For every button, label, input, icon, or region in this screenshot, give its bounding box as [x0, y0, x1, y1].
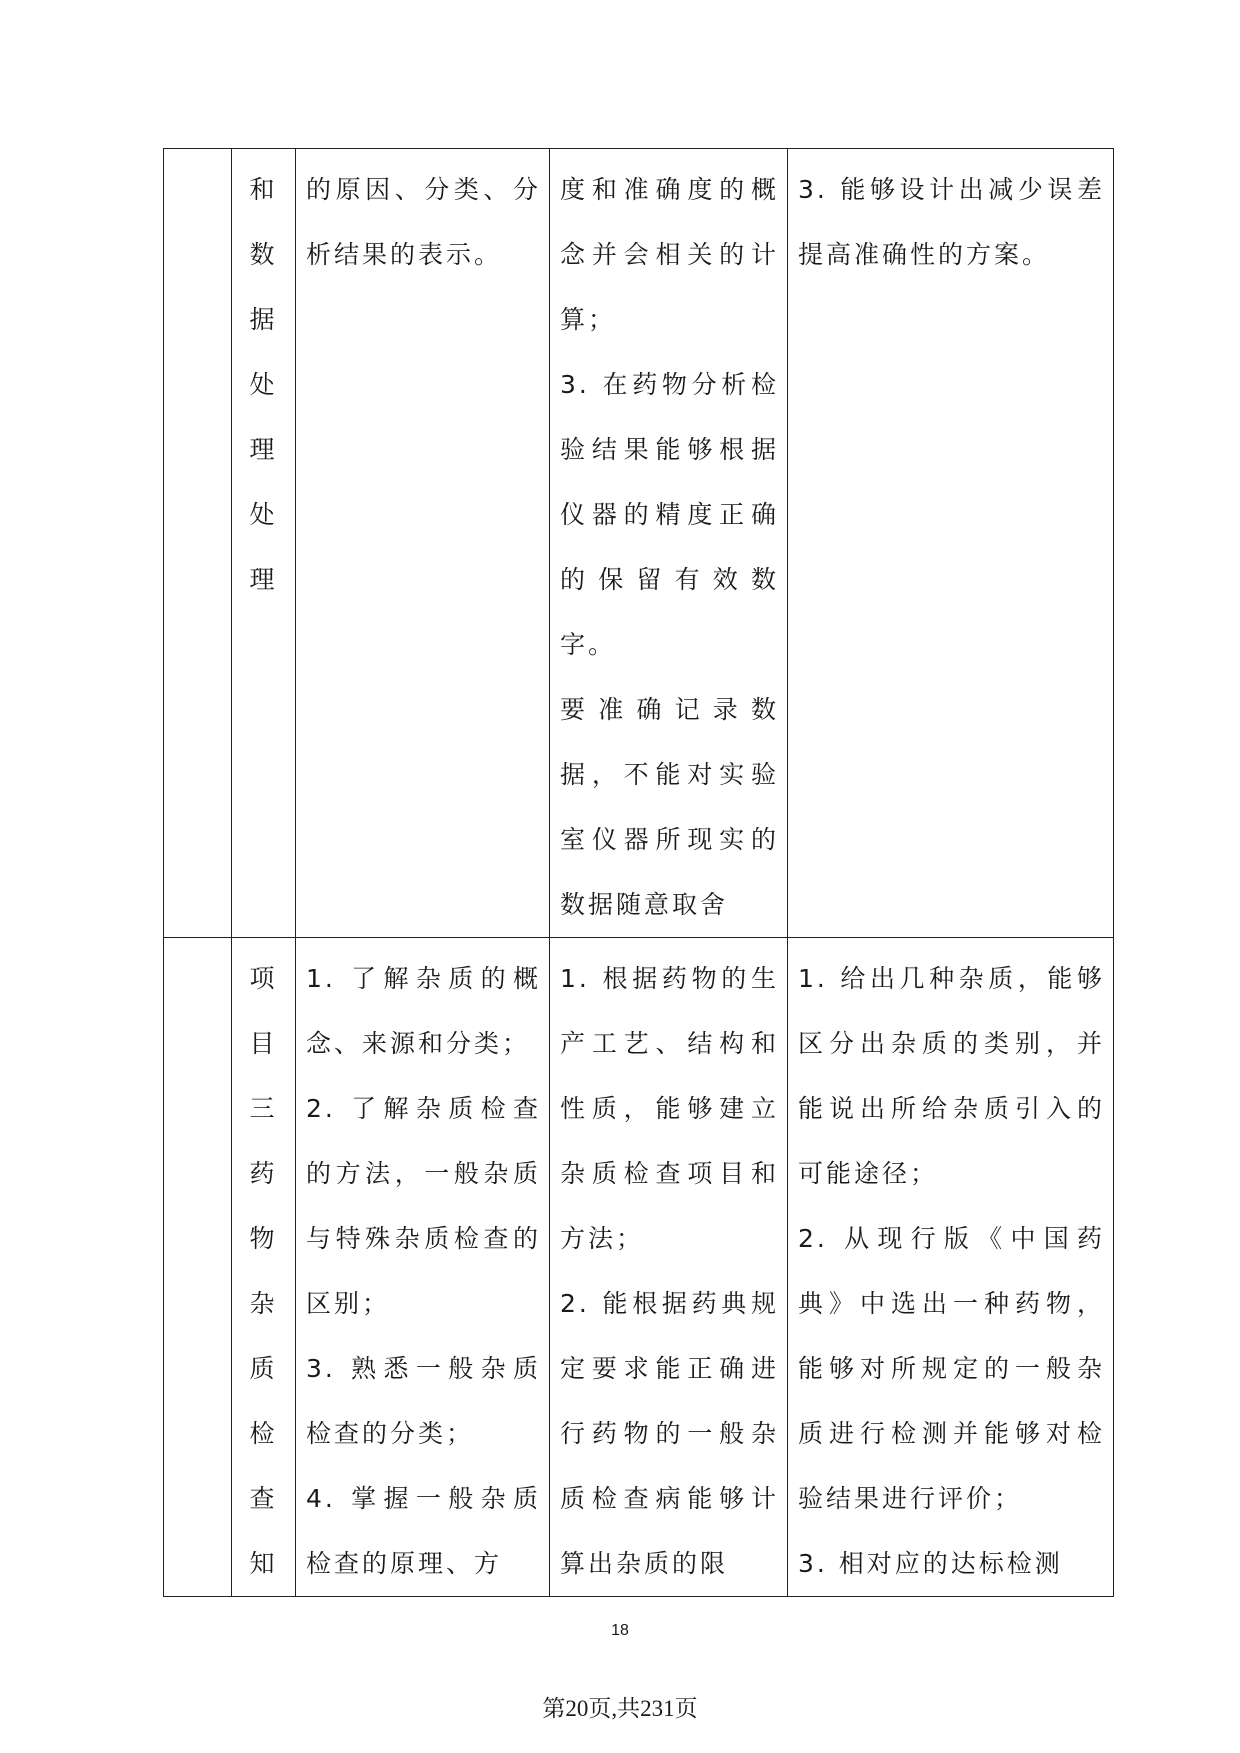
empty-index-cell [164, 938, 232, 1597]
knowledge-goals-cell [296, 938, 550, 1597]
table-row [164, 938, 1114, 1597]
cell-text: 3. 相对应的达标检测 [798, 1549, 1063, 1578]
page-number: 18 [611, 1622, 629, 1639]
cell-text: 2. 从现行版《中国药典》中选出一种药物，能够对所规定的一般杂质进行检测并能够对检验结果进行评价； [798, 1224, 1105, 1513]
assessment-cell [788, 149, 1114, 938]
project-label-cell: 项 目 三 药 物 杂 质 检 查 知 [232, 938, 296, 1597]
cell-text: 2. 了解杂质检查的方法，一般杂质与特殊杂质检查的区别； [306, 1094, 541, 1318]
skill-goals-cell [550, 149, 788, 938]
cell-text: 3. 在药物分析检验结果能够根据仪器的精度正确的保留有效数字。 [560, 370, 779, 659]
cell-text: 3. 能够设计出减少误差提高准确性的方案。 [798, 175, 1105, 269]
table-row [164, 149, 1114, 938]
knowledge-goals-cell [296, 149, 550, 938]
page-footer: 第20页,共231页 [542, 1696, 698, 1721]
course-standards-table [163, 148, 1114, 1597]
cell-text: 2. 能根据药典规定要求能正确进行药物的一般杂质检查病能够计算出杂质的限 [560, 1289, 779, 1578]
cell-text: 1. 给出几种杂质，能够区分出杂质的类别，并能说出所给杂质引入的可能途径； [798, 964, 1105, 1188]
cell-text: 的原因、分类、分析结果的表示。 [306, 175, 541, 269]
cell-text: 1. 了解杂质的概念、来源和分类； [306, 964, 541, 1058]
cell-text: 4. 掌握一般杂质检查的原理、方 [306, 1484, 541, 1578]
cell-text: 要准确记录数据，不能对实验室仪器所现实的数据随意取舍 [560, 695, 779, 919]
skill-goals-cell [550, 938, 788, 1597]
empty-index-cell [164, 149, 232, 938]
cell-text: 3. 熟悉一般杂质检查的分类； [306, 1354, 541, 1448]
cell-text: 1. 根据药物的生产工艺、结构和性质，能够建立杂质检查项目和方法； [560, 964, 779, 1253]
cell-text: 度和准确度的概念并会相关的计算； [560, 175, 779, 334]
assessment-cell [788, 938, 1114, 1597]
project-label-cell: 和 数 据 处 理 处 理 [232, 149, 296, 938]
